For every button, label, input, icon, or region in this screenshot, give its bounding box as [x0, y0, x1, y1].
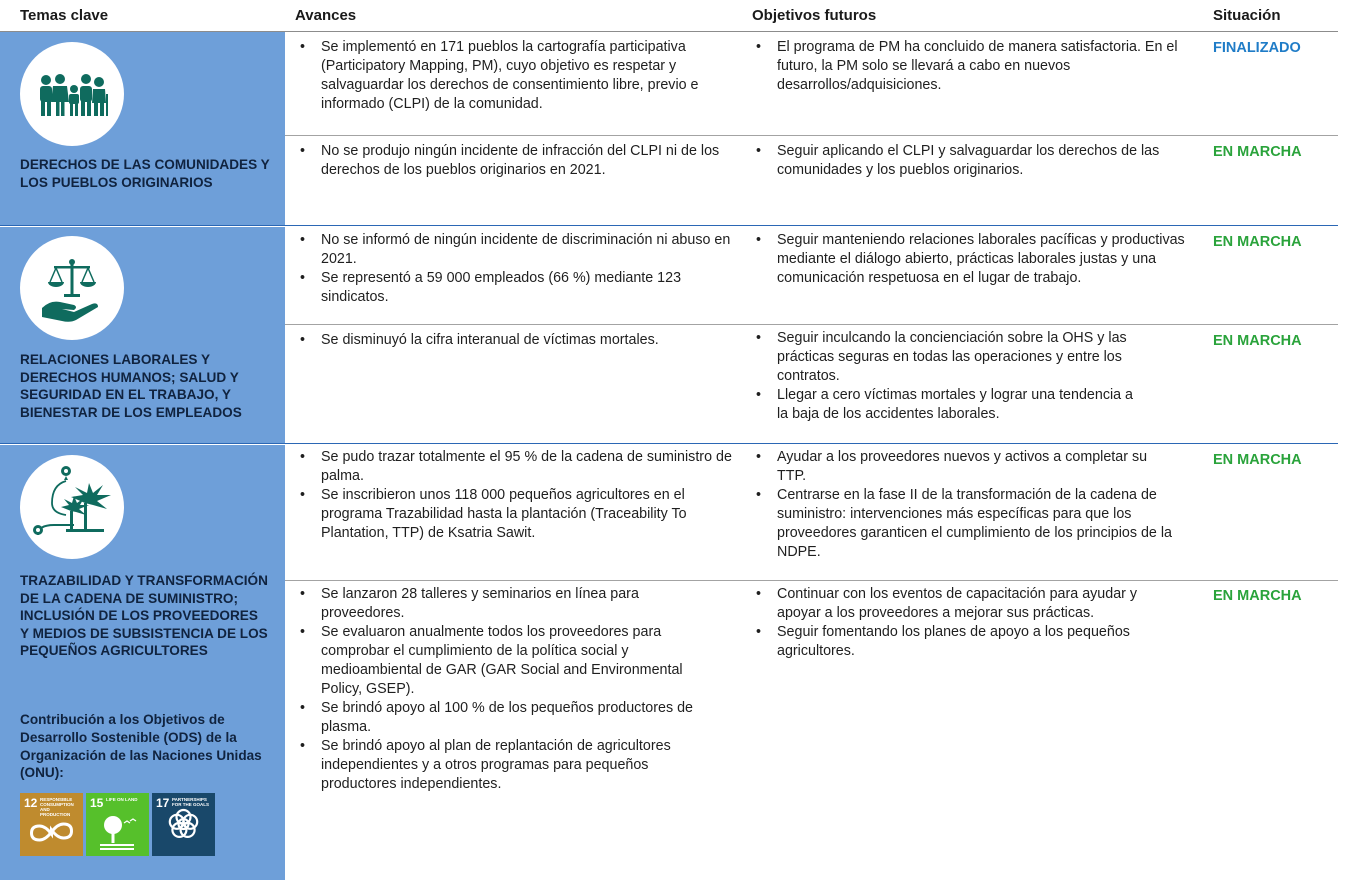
- palm-trees-map-icon: [20, 455, 124, 559]
- status-badge: EN MARCHA: [1213, 452, 1302, 468]
- section-title-supply-chain: TRAZABILIDAD Y TRANSFORMACIÓN DE LA CADENA DE SUMINISTRO; INCLUSIÓN DE LOS PROVEEDORES Y MEDIOS DE SUBSISTENCIA DE LOS PEQUEÑOS AGRICULTORES: [20, 573, 268, 658]
- list-item: • Centrarse en la fase II de la transformación de la cadena de suministro: intervenciones más específicas para que los proveedores garanticen el cumplimiento de los principios de la NDPE.: [748, 486, 1173, 562]
- header-situacion: Situación: [1213, 7, 1281, 24]
- section-divider: [0, 225, 1338, 226]
- advances-cell: [292, 231, 740, 307]
- list-item: • Se implementó en 171 pueblos la cartografía participativa (Participatory Mapping, PM), cuyo objetivo es respetar y salvaguardar los derechos de consentimiento libre, previo e informado (CLPI) de la comunidad.: [292, 38, 740, 114]
- row-divider: [285, 324, 1338, 325]
- advances-cell: [292, 585, 722, 794]
- sdg-goal-number: 15: [90, 796, 104, 810]
- list-item: • Seguir manteniendo relaciones laborales pacíficas y productivas mediante el diálogo abierto, prácticas laborales justas y una comunicación respetuosa en el lugar de trabajo.: [748, 231, 1188, 288]
- list-item: • El programa de PM ha concluido de manera satisfactoria. En el futuro, la PM solo se llevará a cabo en nuevos desarrollos/adquisiciones.: [748, 38, 1193, 95]
- list-item: • Se representó a 59 000 empleados (66 %) mediante 123 sindicatos.: [292, 269, 740, 307]
- infinity-loop-icon: [20, 793, 83, 856]
- advances-cell: [292, 448, 744, 543]
- future-cell: [748, 142, 1188, 180]
- community-people-icon: [20, 42, 124, 146]
- future-cell: [748, 448, 1173, 562]
- status-badge: EN MARCHA: [1213, 333, 1302, 349]
- list-item: • Seguir aplicando el CLPI y salvaguardar los derechos de las comunidades y los pueblos originarios.: [748, 142, 1188, 180]
- list-item: • Se evaluaron anualmente todos los proveedores para comprobar el cumplimiento de la política social y medioambiental de GAR (GAR Social and Environmental Policy, GSEP).: [292, 623, 722, 699]
- future-cell: [748, 231, 1188, 288]
- future-cell: [748, 38, 1193, 95]
- list-item: • Llegar a cero víctimas mortales y lograr una tendencia a la baja de los accidentes laborales.: [748, 386, 1148, 424]
- header-avances: Avances: [295, 7, 357, 24]
- sdg-goal-17: [152, 793, 215, 856]
- list-item: • Ayudar a los proveedores nuevos y activos a completar su TTP.: [748, 448, 1173, 486]
- row-divider: [285, 135, 1338, 136]
- list-item: • Se pudo trazar totalmente el 95 % de la cadena de suministro de palma.: [292, 448, 744, 486]
- advances-cell: [292, 142, 740, 180]
- section-title-communities: DERECHOS DE LAS COMUNIDADES Y LOS PUEBLOS ORIGINARIOS: [20, 157, 270, 190]
- future-cell: [748, 585, 1158, 661]
- sdg-goal-15: [86, 793, 149, 856]
- list-item: • Se brindó apoyo al 100 % de los pequeños productores de plasma.: [292, 699, 722, 737]
- list-item: • Se brindó apoyo al plan de replantación de agricultores independientes y a otros programas para pequeños productores independientes.: [292, 737, 722, 794]
- sdg-goal-label: RESPONSIBLE CONSUMPTION AND PRODUCTION: [40, 797, 74, 817]
- scales-hand-icon: [20, 236, 124, 340]
- tree-birds-icon: [86, 793, 149, 856]
- future-cell: [748, 329, 1148, 424]
- sdg-goal-number: 12: [24, 796, 38, 810]
- list-item: • Seguir fomentando los planes de apoyo a los pequeños agricultores.: [748, 623, 1158, 661]
- header-temas-clave: Temas clave: [20, 7, 109, 24]
- section-title-labour: RELACIONES LABORALES Y DERECHOS HUMANOS; SALUD Y SEGURIDAD EN EL TRABAJO, Y BIENESTAR DE LOS EMPLEADOS: [20, 352, 242, 420]
- list-item: • Seguir inculcando la concienciación sobre la OHS y las prácticas seguras en todas las operaciones y entre los contratos.: [748, 329, 1148, 386]
- status-badge: EN MARCHA: [1213, 588, 1302, 604]
- partnership-flower-icon: [152, 793, 215, 856]
- list-item: • Continuar con los eventos de capacitación para ayudar y apoyar a los proveedores a mejorar sus prácticas.: [748, 585, 1158, 623]
- status-badge: EN MARCHA: [1213, 234, 1302, 250]
- status-badge: FINALIZADO: [1213, 40, 1301, 56]
- list-item: • No se informó de ningún incidente de discriminación ni abuso en 2021.: [292, 231, 740, 269]
- advances-cell: [292, 38, 740, 114]
- list-item: • Se inscribieron unos 118 000 pequeños agricultores en el programa Trazabilidad hasta la plantación (Traceability To Plantation, TTP) de Ksatria Sawit.: [292, 486, 744, 543]
- sdg-contribution-title: Contribución a los Objetivos de Desarrollo Sostenible (ODS) de la Organización de las Naciones Unidas (ONU):: [20, 712, 262, 781]
- list-item: • Se disminuyó la cifra interanual de víctimas mortales.: [292, 331, 740, 350]
- list-item: • Se lanzaron 28 talleres y seminarios en línea para proveedores.: [292, 585, 722, 623]
- table-header: [0, 0, 1338, 32]
- header-objetivos-futuros: Objetivos futuros: [752, 7, 877, 24]
- advances-cell: [292, 331, 740, 350]
- sdg-goal-12: [20, 793, 83, 856]
- sdg-goal-label: PARTNERSHIPS FOR THE GOALS: [172, 797, 209, 807]
- section-divider: [0, 443, 1338, 444]
- list-item: • No se produjo ningún incidente de infracción del CLPI ni de los derechos de los pueblos originarios en 2021.: [292, 142, 740, 180]
- row-divider: [285, 580, 1338, 581]
- status-badge: EN MARCHA: [1213, 144, 1302, 160]
- sdg-goal-number: 17: [156, 796, 170, 810]
- sdg-goal-label: LIFE ON LAND: [106, 797, 138, 802]
